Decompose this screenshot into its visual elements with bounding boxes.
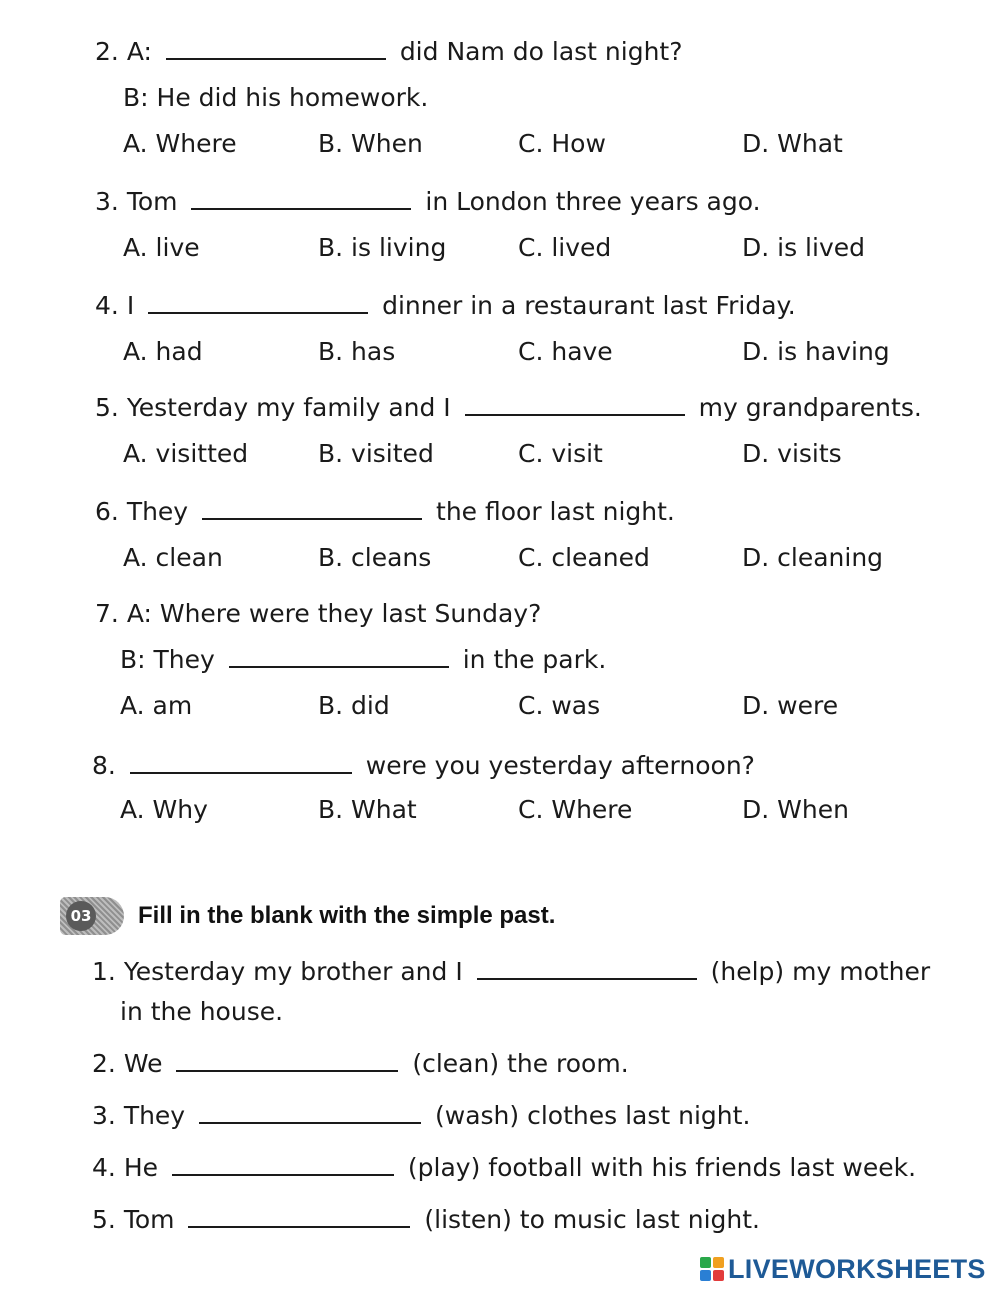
question-text-before: B: They [120,645,215,674]
question-number: 4. [95,291,119,320]
answer-blank[interactable] [148,292,368,314]
question-text: A: Where were they last Sunday? [126,599,542,628]
brand-name: LIVEWORKSHEETS [728,1253,986,1284]
liveworksheets-logo[interactable] [700,1254,986,1284]
section-number-badge [60,897,124,935]
question-text-after: in London three years ago. [425,187,761,216]
fill-item-5 [92,1204,760,1236]
liveworksheets-logo-icon [700,1257,724,1281]
item-number: 3. [92,1101,116,1130]
question-7-prompt [95,598,541,630]
logo-square [700,1270,711,1281]
item-text-before: He [123,1153,158,1182]
option-c[interactable]: C. lived [518,233,612,262]
answer-blank[interactable] [191,188,411,210]
question-number: 2. [95,37,119,66]
item-text-before: They [123,1101,186,1130]
fill-item-1-line [92,956,930,988]
option-c[interactable]: C. cleaned [518,543,650,572]
question-text-before: I [126,291,135,320]
option-b[interactable]: B. When [318,129,423,158]
question-number: 6. [95,497,119,526]
item-number: 2. [92,1049,116,1078]
answer-blank[interactable] [229,646,449,668]
answer-blank[interactable] [130,752,352,774]
question-3-prompt [95,186,761,218]
option-d[interactable]: D. cleaning [742,543,884,572]
option-d[interactable]: D. were [742,691,839,720]
fill-item-2 [92,1048,629,1080]
question-7-response [120,644,606,676]
section-heading [60,896,555,936]
fill-item-1-continuation: in the house. [120,997,284,1026]
option-b[interactable]: B. cleans [318,543,432,572]
option-b[interactable]: B. did [318,691,390,720]
answer-blank[interactable] [202,498,422,520]
logo-square [713,1257,724,1268]
question-number: 5. [95,393,119,422]
question-text-after: my grandparents. [698,393,922,422]
question-text-before: Yesterday my family and I [126,393,451,422]
item-text-after: (play) football with his friends last week. [407,1153,917,1182]
option-c[interactable]: C. visit [518,439,603,468]
item-text-after: (listen) to music last night. [424,1205,760,1234]
option-c[interactable]: C. was [518,691,601,720]
item-text-before: Tom [123,1205,175,1234]
answer-blank[interactable] [172,1154,394,1176]
option-a[interactable]: A. had [123,337,203,366]
item-text-before: We [123,1049,163,1078]
fill-item-3 [92,1100,750,1132]
option-b[interactable]: B. has [318,337,396,366]
question-text-before: Tom [126,187,178,216]
item-text-after: (help) my mother [710,957,931,986]
option-c[interactable]: C. have [518,337,613,366]
item-number: 5. [92,1205,116,1234]
option-a[interactable]: A. visitted [123,439,249,468]
logo-square [713,1270,724,1281]
option-d[interactable]: D. is lived [742,233,865,262]
answer-blank[interactable] [199,1102,421,1124]
section-number: 03 [66,901,96,931]
item-text-after: (clean) the room. [412,1049,629,1078]
question-text-before: They [126,497,189,526]
option-a[interactable]: A. clean [123,543,223,572]
option-d[interactable]: D. is having [742,337,890,366]
answer-blank[interactable] [188,1206,410,1228]
question-8-prompt [92,750,755,782]
question-5-prompt [95,392,922,424]
item-text-before: Yesterday my brother and I [123,957,463,986]
question-text-after: did Nam do last night? [399,37,683,66]
question-text-after: the floor last night. [436,497,675,526]
option-c[interactable]: C. How [518,129,606,158]
option-d[interactable]: D. When [742,795,849,824]
question-6-prompt [95,496,675,528]
option-a[interactable]: A. live [123,233,200,262]
question-2-response: B: He did his homework. [123,83,429,112]
option-b[interactable]: B. What [318,795,417,824]
option-d[interactable]: D. visits [742,439,842,468]
item-number: 1. [92,957,116,986]
question-2-prompt [95,36,683,68]
question-text-after: were you yesterday afternoon? [365,751,755,780]
option-d[interactable]: D. What [742,129,843,158]
answer-blank[interactable] [465,394,685,416]
option-c[interactable]: C. Where [518,795,633,824]
item-text-after: (wash) clothes last night. [435,1101,751,1130]
answer-blank[interactable] [176,1050,398,1072]
question-text-after: in the park. [462,645,607,674]
question-text-before: A: [126,37,152,66]
option-b[interactable]: B. visited [318,439,434,468]
option-b[interactable]: B. is living [318,233,447,262]
question-number: 7. [95,599,119,628]
section-title: Fill in the blank with the simple past. [138,902,556,929]
question-number: 3. [95,187,119,216]
answer-blank[interactable] [166,38,386,60]
question-number: 8. [92,751,116,780]
logo-square [700,1257,711,1268]
question-text-after: dinner in a restaurant last Friday. [382,291,796,320]
option-a[interactable]: A. Where [123,129,237,158]
option-a[interactable]: A. Why [120,795,208,824]
question-4-prompt [95,290,796,322]
option-a[interactable]: A. am [120,691,193,720]
fill-item-4 [92,1152,916,1184]
item-number: 4. [92,1153,116,1182]
answer-blank[interactable] [477,958,697,980]
